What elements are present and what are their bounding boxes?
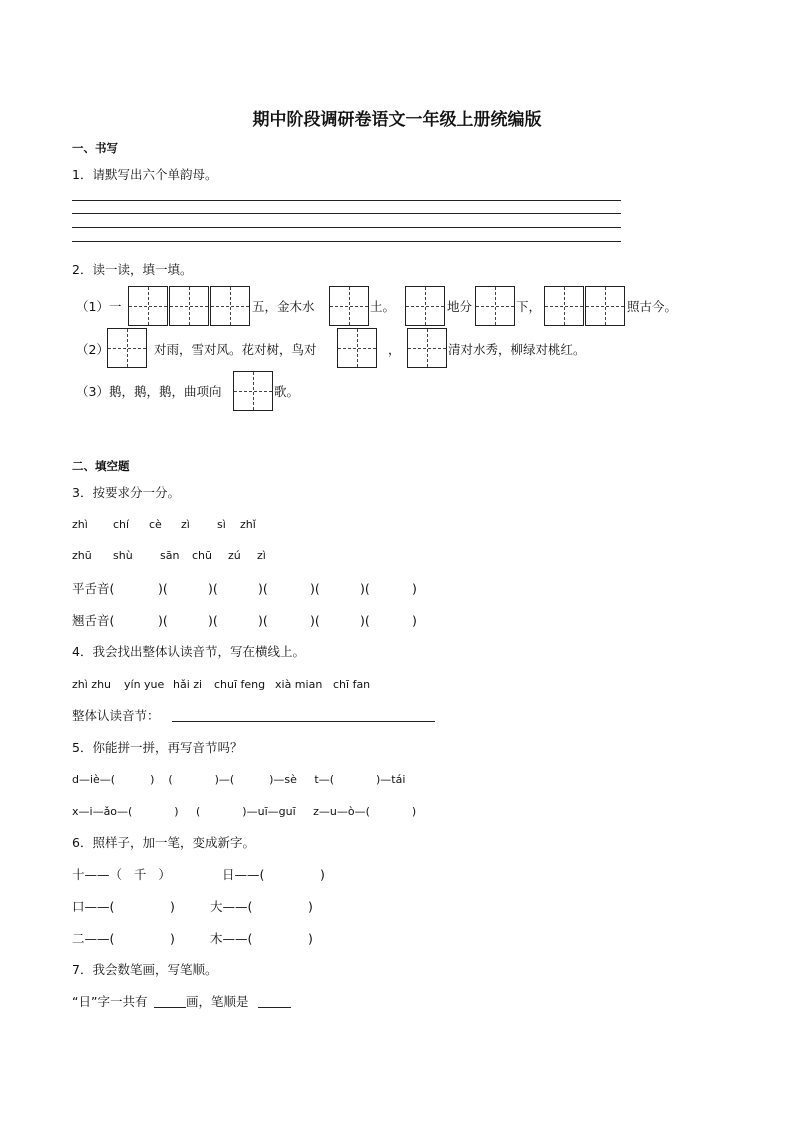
tianzige-box[interactable]	[405, 286, 445, 326]
paren-blank[interactable]: )(	[310, 613, 320, 628]
pinyin-word: hǎi zi	[173, 678, 203, 691]
q2-line2-part1: （2）	[76, 342, 109, 357]
spelling-line-2[interactable]: x—i—ǎo—( ) ( )—uī—guī z—u—ò—( )	[72, 805, 417, 818]
paren-close: )	[412, 581, 417, 596]
paren-blank[interactable]: )(	[208, 581, 218, 596]
writing-line-3[interactable]	[72, 227, 621, 228]
pinyin-item: zhū	[72, 549, 92, 562]
writing-line-1[interactable]	[72, 200, 621, 201]
q2-line1-part6: 照古今。	[627, 299, 678, 314]
pinyin-word: chī fan	[333, 678, 371, 691]
pinyin-word: yín yue	[124, 678, 165, 691]
page-title: 期中阶段调研卷语文一年级上册统编版	[252, 110, 542, 130]
pinyin-word: chuī feng	[214, 678, 266, 691]
tianzige-box[interactable]	[169, 286, 209, 326]
pinyin-item: zú	[228, 549, 241, 562]
pinyin-item: sān	[160, 549, 180, 562]
q2-line2-part4: 清对水秀，柳绿对桃红。	[448, 342, 586, 357]
add-stroke-blank[interactable]: 木——( )	[210, 931, 313, 946]
pinyin-word: xià mian	[275, 678, 323, 691]
q2-line1-part1: （1）一	[76, 299, 122, 314]
tianzige-box[interactable]	[337, 328, 377, 368]
pinyin-word: zhì zhu	[72, 678, 112, 691]
pinyin-item: sì	[217, 518, 226, 531]
question-1-text: 1．请默写出六个单韵母。	[72, 167, 218, 182]
paren-close: )	[412, 613, 417, 628]
pinyin-item: chí	[113, 518, 130, 531]
q2-line1-part4: 地分	[447, 299, 473, 314]
pinyin-item: zhǐ	[240, 518, 256, 531]
paren-blank[interactable]: )(	[310, 581, 320, 596]
writing-line-2[interactable]	[72, 213, 621, 214]
section-heading-writing: 一、书写	[72, 141, 118, 155]
question-2-text: 2．读一读，填一填。	[72, 262, 193, 277]
pinyin-item: chū	[192, 549, 212, 562]
answer-line[interactable]	[154, 1007, 186, 1008]
paren-blank[interactable]: )(	[158, 581, 168, 596]
q2-line3-part1: （3）鹅，鹅，鹅，曲项向	[76, 384, 222, 399]
tianzige-box[interactable]	[544, 286, 584, 326]
pinyin-item: zì	[181, 518, 190, 531]
paren-blank[interactable]: )(	[258, 581, 268, 596]
q2-line1-part5: 下，	[516, 299, 542, 314]
pinyin-item: zì	[257, 549, 266, 562]
paren-blank[interactable]: )(	[258, 613, 268, 628]
spelling-line-1[interactable]: d—iè—( ) ( )—( )—sè t—( )—tái	[72, 773, 406, 786]
tianzige-box[interactable]	[107, 328, 147, 368]
stroke-order-prompt: 画，笔顺是	[186, 994, 249, 1009]
tianzige-box[interactable]	[475, 286, 515, 326]
q2-line1-part2: 五，金木水	[252, 299, 315, 314]
question-5-text: 5．你能拼一拼，再写音节吗？	[72, 740, 243, 755]
add-stroke-blank[interactable]: 日——( )	[222, 867, 325, 882]
retroflex-label: 翘舌音(	[72, 613, 115, 628]
writing-line-4[interactable]	[72, 241, 621, 242]
answer-line[interactable]	[172, 721, 435, 722]
paren-blank[interactable]: )(	[208, 613, 218, 628]
add-stroke-blank[interactable]: 二——( )	[72, 931, 175, 946]
question-4-text: 4．我会找出整体认读音节，写在横线上。	[72, 644, 305, 659]
paren-blank[interactable]: )(	[360, 613, 370, 628]
tianzige-box[interactable]	[210, 286, 250, 326]
pinyin-item: shù	[113, 549, 133, 562]
answer-line[interactable]	[258, 1007, 291, 1008]
q2-line3-part2: 歌。	[274, 384, 300, 399]
question-6-text: 6．照样子，加一笔，变成新字。	[72, 835, 255, 850]
pinyin-item: cè	[149, 518, 162, 531]
section-heading-fill-blanks: 二、填空题	[72, 459, 130, 473]
q2-line1-part3: 土。	[370, 299, 396, 314]
stroke-count-prompt: “日”字一共有	[72, 994, 148, 1009]
paren-blank[interactable]: )(	[360, 581, 370, 596]
tianzige-box[interactable]	[128, 286, 168, 326]
q2-line2-part2: 对雨，雪对风。花对树，鸟对	[154, 342, 317, 357]
whole-syllable-label: 整体认读音节：	[72, 708, 160, 723]
add-stroke-blank[interactable]: 口——( )	[72, 899, 175, 914]
q2-line2-part3: ，	[388, 342, 401, 357]
question-3-text: 3．按要求分一分。	[72, 485, 180, 500]
pinyin-item: zhì	[72, 518, 88, 531]
paren-blank[interactable]: )(	[158, 613, 168, 628]
tianzige-box[interactable]	[233, 371, 273, 411]
question-7-text: 7．我会数笔画，写笔顺。	[72, 962, 218, 977]
tianzige-box[interactable]	[329, 286, 369, 326]
tianzige-box[interactable]	[585, 286, 625, 326]
add-stroke-blank[interactable]: 大——( )	[210, 899, 313, 914]
flat-tongue-label: 平舌音(	[72, 581, 115, 596]
tianzige-box[interactable]	[407, 328, 447, 368]
add-stroke-example: 十——（ 千 ）	[72, 867, 171, 882]
